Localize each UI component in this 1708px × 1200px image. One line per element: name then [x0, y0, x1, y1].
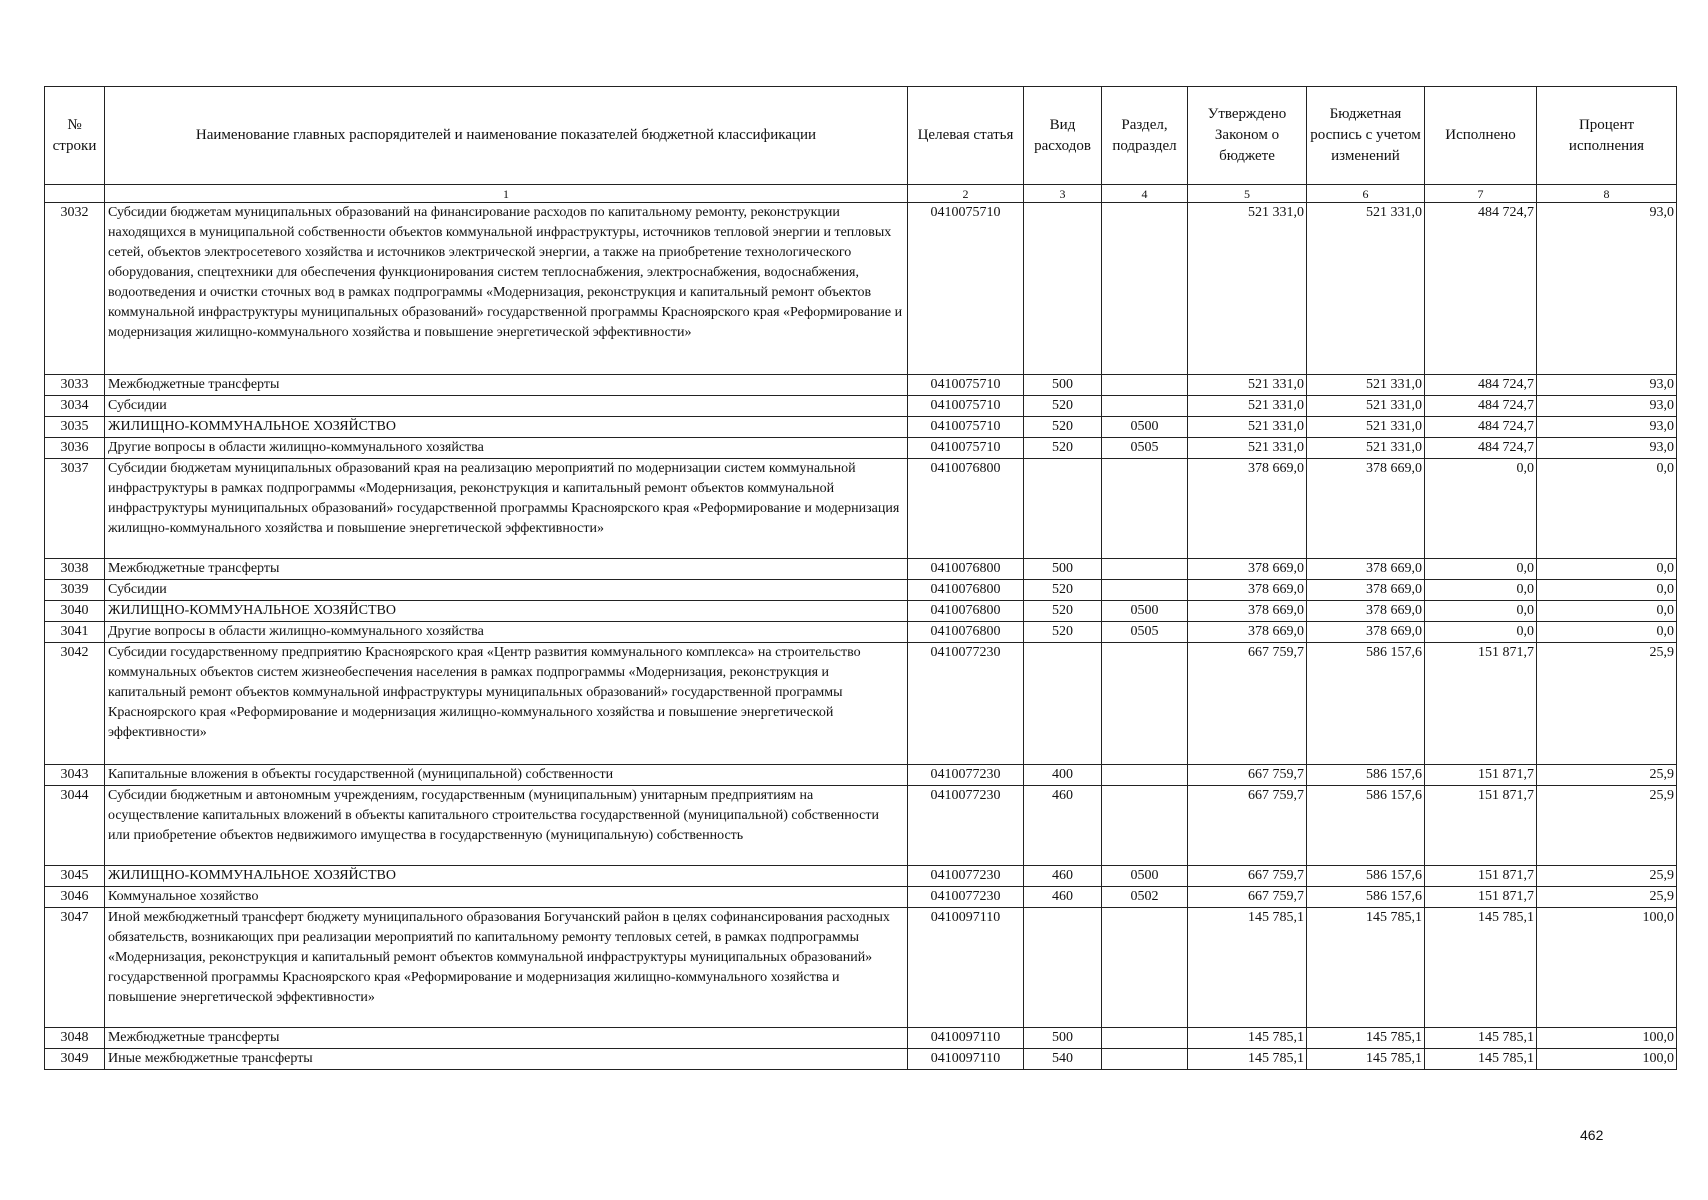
- col-number: 4: [1102, 185, 1188, 203]
- row-executed: 151 871,7: [1425, 765, 1537, 786]
- row-expense-kind: 520: [1024, 417, 1102, 438]
- table-row: [45, 622, 1677, 643]
- col-number: 8: [1537, 185, 1677, 203]
- row-name: Субсидии: [105, 396, 908, 417]
- row-number: 3049: [45, 1049, 105, 1070]
- row-budget: 145 785,1: [1307, 908, 1425, 1028]
- row-number: 3042: [45, 643, 105, 765]
- row-number: 3036: [45, 438, 105, 459]
- row-number: 3034: [45, 396, 105, 417]
- row-executed: 0,0: [1425, 601, 1537, 622]
- table-row: [45, 438, 1677, 459]
- row-budget: 378 669,0: [1307, 580, 1425, 601]
- table-row: [45, 396, 1677, 417]
- col-number: 6: [1307, 185, 1425, 203]
- row-target-code: 0410075710: [908, 396, 1024, 417]
- row-number: 3037: [45, 459, 105, 559]
- col-number: 1: [105, 185, 908, 203]
- row-number: 3045: [45, 866, 105, 887]
- row-approved: 667 759,7: [1188, 643, 1307, 765]
- table-row: [45, 1028, 1677, 1049]
- col-name: Наименование главных распорядителей и наименование показателей бюджетной классификации: [105, 87, 908, 185]
- row-executed: 145 785,1: [1425, 908, 1537, 1028]
- row-executed: 484 724,7: [1425, 438, 1537, 459]
- row-expense-kind: 460: [1024, 866, 1102, 887]
- row-expense-kind: [1024, 643, 1102, 765]
- budget-table: [44, 86, 1677, 1070]
- row-section: [1102, 908, 1188, 1028]
- row-section: [1102, 580, 1188, 601]
- row-number: 3048: [45, 1028, 105, 1049]
- row-percent: 25,9: [1537, 643, 1677, 765]
- row-section: [1102, 396, 1188, 417]
- row-percent: 25,9: [1537, 765, 1677, 786]
- row-name: Субсидии: [105, 580, 908, 601]
- row-number: 3047: [45, 908, 105, 1028]
- row-section: [1102, 786, 1188, 866]
- col-number: 3: [1024, 185, 1102, 203]
- row-target-code: 0410097110: [908, 1028, 1024, 1049]
- row-name: Субсидии бюджетам муниципальных образований на финансирование расходов по капитальному ремонту, реконструкции находящихся в муниципальной собственности объектов коммунальной инфраструктуры, источников тепловой энергии и тепловых сетей, объектов электросетевого хозяйства и источников электрической энергии, а также на приобретение технологического оборудования, спецтехники для обеспечения функционирования систем теплоснабжения, электроснабжения, водоснабжения, водоотведения и очистки сточных вод в рамках подпрограммы «Модернизация, реконструкция и капитальный ремонт объектов коммунальной инфраструктуры муниципальных образований» государственной программы Красноярского края «Реформирование и модернизация жилищно-коммунального хозяйства и повышение энергетической эффективности»: [105, 203, 908, 375]
- row-budget: 586 157,6: [1307, 887, 1425, 908]
- row-approved: 521 331,0: [1188, 396, 1307, 417]
- row-executed: 151 871,7: [1425, 643, 1537, 765]
- row-percent: 25,9: [1537, 866, 1677, 887]
- col-percent: Процент исполнения: [1537, 87, 1677, 185]
- row-name: Иные межбюджетные трансферты: [105, 1049, 908, 1070]
- row-budget: 586 157,6: [1307, 643, 1425, 765]
- table-row: [45, 765, 1677, 786]
- row-name: Субсидии бюджетам муниципальных образований края на реализацию мероприятий по модернизации систем коммунальной инфраструктуры в рамках подпрограммы «Модернизация, реконструкция и капитальный ремонт объектов коммунальной инфраструктуры муниципальных образований» государственной программы Красноярского края «Реформирование и модернизация жилищно-коммунального хозяйства и повышение энергетической эффективности»: [105, 459, 908, 559]
- row-percent: 0,0: [1537, 459, 1677, 559]
- row-number: 3046: [45, 887, 105, 908]
- table-body: [45, 203, 1677, 1070]
- row-executed: 0,0: [1425, 459, 1537, 559]
- row-section: 0500: [1102, 866, 1188, 887]
- row-target-code: 0410076800: [908, 622, 1024, 643]
- row-approved: 378 669,0: [1188, 622, 1307, 643]
- row-number: 3041: [45, 622, 105, 643]
- row-section: 0500: [1102, 601, 1188, 622]
- table-row: [45, 559, 1677, 580]
- row-target-code: 0410075710: [908, 438, 1024, 459]
- row-target-code: 0410077230: [908, 887, 1024, 908]
- row-percent: 25,9: [1537, 786, 1677, 866]
- row-number: 3044: [45, 786, 105, 866]
- row-number: 3038: [45, 559, 105, 580]
- col-number: [45, 185, 105, 203]
- row-section: [1102, 1028, 1188, 1049]
- row-name: Капитальные вложения в объекты государственной (муниципальной) собственности: [105, 765, 908, 786]
- row-section: [1102, 459, 1188, 559]
- row-section: [1102, 765, 1188, 786]
- row-approved: 145 785,1: [1188, 908, 1307, 1028]
- budget-report-page: [44, 86, 1676, 1070]
- table-row: [45, 580, 1677, 601]
- row-expense-kind: 520: [1024, 438, 1102, 459]
- row-approved: 521 331,0: [1188, 375, 1307, 396]
- row-percent: 93,0: [1537, 438, 1677, 459]
- row-budget: 378 669,0: [1307, 622, 1425, 643]
- row-section: [1102, 643, 1188, 765]
- row-executed: 484 724,7: [1425, 396, 1537, 417]
- row-percent: 0,0: [1537, 580, 1677, 601]
- row-number: 3040: [45, 601, 105, 622]
- row-approved: 378 669,0: [1188, 459, 1307, 559]
- row-name: Другие вопросы в области жилищно-коммунального хозяйства: [105, 438, 908, 459]
- row-budget: 378 669,0: [1307, 459, 1425, 559]
- row-target-code: 0410075710: [908, 203, 1024, 375]
- row-executed: 0,0: [1425, 559, 1537, 580]
- row-name: ЖИЛИЩНО-КОММУНАЛЬНОЕ ХОЗЯЙСТВО: [105, 601, 908, 622]
- row-target-code: 0410076800: [908, 601, 1024, 622]
- row-budget: 521 331,0: [1307, 375, 1425, 396]
- table-row: [45, 643, 1677, 765]
- row-expense-kind: 460: [1024, 786, 1102, 866]
- col-executed: Исполнено: [1425, 87, 1537, 185]
- row-section: [1102, 203, 1188, 375]
- row-target-code: 0410097110: [908, 908, 1024, 1028]
- row-approved: 667 759,7: [1188, 765, 1307, 786]
- row-section: [1102, 559, 1188, 580]
- col-section: Раздел, подраздел: [1102, 87, 1188, 185]
- row-section: 0500: [1102, 417, 1188, 438]
- table-row: [45, 417, 1677, 438]
- table-row: [45, 866, 1677, 887]
- row-percent: 0,0: [1537, 601, 1677, 622]
- row-percent: 100,0: [1537, 1049, 1677, 1070]
- row-expense-kind: [1024, 203, 1102, 375]
- row-budget: 521 331,0: [1307, 203, 1425, 375]
- row-target-code: 0410077230: [908, 765, 1024, 786]
- col-target: Целевая статья: [908, 87, 1024, 185]
- row-approved: 521 331,0: [1188, 438, 1307, 459]
- row-expense-kind: 520: [1024, 580, 1102, 601]
- row-executed: 151 871,7: [1425, 786, 1537, 866]
- row-expense-kind: 460: [1024, 887, 1102, 908]
- row-name: Субсидии государственному предприятию Красноярского края «Центр развития коммунального комплекса» на строительство коммунальных объектов систем жизнеобеспечения населения в рамках подпрограммы «Модернизация, реконструкция и капитальный ремонт объектов коммунальной инфраструктуры муниципальных образований» государственной программы Красноярского края «Реформирование и модернизация жилищно-коммунального хозяйства и повышение энергетической эффективности»: [105, 643, 908, 765]
- col-kind: Вид расходов: [1024, 87, 1102, 185]
- row-expense-kind: 520: [1024, 601, 1102, 622]
- row-budget: 378 669,0: [1307, 559, 1425, 580]
- row-approved: 521 331,0: [1188, 203, 1307, 375]
- row-approved: 667 759,7: [1188, 866, 1307, 887]
- row-budget: 586 157,6: [1307, 786, 1425, 866]
- row-approved: 145 785,1: [1188, 1028, 1307, 1049]
- table-row: [45, 887, 1677, 908]
- row-name: Межбюджетные трансферты: [105, 1028, 908, 1049]
- row-percent: 93,0: [1537, 203, 1677, 375]
- col-budget: Бюджетная роспись с учетом изменений: [1307, 87, 1425, 185]
- row-target-code: 0410077230: [908, 786, 1024, 866]
- col-approved: Утверждено Законом о бюджете: [1188, 87, 1307, 185]
- row-executed: 0,0: [1425, 622, 1537, 643]
- col-number: 2: [908, 185, 1024, 203]
- row-approved: 378 669,0: [1188, 580, 1307, 601]
- row-name: Иной межбюджетный трансферт бюджету муниципального образования Богучанский район в целях софинансирования расходных обязательств, возникающих при реализации мероприятий по капитальному ремонту тепловых сетей, в рамках подпрограммы «Модернизация, реконструкция и капитальный ремонт объектов коммунальной инфраструктуры муниципальных образований» государственной программы Красноярского края «Реформирование и модернизация жилищно-коммунального хозяйства и повышение энергетической эффективности»: [105, 908, 908, 1028]
- row-expense-kind: 500: [1024, 375, 1102, 396]
- row-budget: 145 785,1: [1307, 1028, 1425, 1049]
- row-executed: 151 871,7: [1425, 887, 1537, 908]
- row-approved: 667 759,7: [1188, 887, 1307, 908]
- row-number: 3033: [45, 375, 105, 396]
- row-number: 3035: [45, 417, 105, 438]
- row-expense-kind: 520: [1024, 396, 1102, 417]
- row-section: 0502: [1102, 887, 1188, 908]
- row-number: 3032: [45, 203, 105, 375]
- row-expense-kind: 500: [1024, 559, 1102, 580]
- row-percent: 100,0: [1537, 1028, 1677, 1049]
- row-percent: 93,0: [1537, 396, 1677, 417]
- row-budget: 145 785,1: [1307, 1049, 1425, 1070]
- row-target-code: 0410076800: [908, 559, 1024, 580]
- row-expense-kind: 520: [1024, 622, 1102, 643]
- col-number: 7: [1425, 185, 1537, 203]
- table-row: [45, 203, 1677, 375]
- row-budget: 586 157,6: [1307, 765, 1425, 786]
- table-row: [45, 908, 1677, 1028]
- row-name: Коммунальное хозяйство: [105, 887, 908, 908]
- table-row: [45, 1049, 1677, 1070]
- row-budget: 378 669,0: [1307, 601, 1425, 622]
- row-name: ЖИЛИЩНО-КОММУНАЛЬНОЕ ХОЗЯЙСТВО: [105, 417, 908, 438]
- table-row: [45, 375, 1677, 396]
- row-percent: 100,0: [1537, 908, 1677, 1028]
- row-name: Субсидии бюджетным и автономным учреждениям, государственным (муниципальным) унитарным предприятиям на осуществление капитальных вложений в объекты капитального строительства государственной (муниципальной) собственности или приобретение объектов недвижимого имущества в государственную (муниципальную) собственность: [105, 786, 908, 866]
- row-section: [1102, 375, 1188, 396]
- row-executed: 484 724,7: [1425, 375, 1537, 396]
- row-section: 0505: [1102, 622, 1188, 643]
- row-target-code: 0410077230: [908, 866, 1024, 887]
- row-number: 3043: [45, 765, 105, 786]
- row-budget: 521 331,0: [1307, 417, 1425, 438]
- row-approved: 667 759,7: [1188, 786, 1307, 866]
- row-percent: 0,0: [1537, 622, 1677, 643]
- row-name: Межбюджетные трансферты: [105, 559, 908, 580]
- row-target-code: 0410077230: [908, 643, 1024, 765]
- row-section: 0505: [1102, 438, 1188, 459]
- row-approved: 145 785,1: [1188, 1049, 1307, 1070]
- row-expense-kind: 400: [1024, 765, 1102, 786]
- row-executed: 0,0: [1425, 580, 1537, 601]
- row-name: Другие вопросы в области жилищно-коммунального хозяйства: [105, 622, 908, 643]
- row-percent: 25,9: [1537, 887, 1677, 908]
- row-section: [1102, 1049, 1188, 1070]
- page-number: 462: [1580, 1127, 1604, 1143]
- row-percent: 93,0: [1537, 417, 1677, 438]
- row-name: ЖИЛИЩНО-КОММУНАЛЬНОЕ ХОЗЯЙСТВО: [105, 866, 908, 887]
- table-header: [45, 87, 1677, 203]
- row-percent: 0,0: [1537, 559, 1677, 580]
- row-executed: 145 785,1: [1425, 1049, 1537, 1070]
- row-budget: 586 157,6: [1307, 866, 1425, 887]
- row-expense-kind: 540: [1024, 1049, 1102, 1070]
- row-expense-kind: 500: [1024, 1028, 1102, 1049]
- row-expense-kind: [1024, 459, 1102, 559]
- row-executed: 484 724,7: [1425, 417, 1537, 438]
- col-number: 5: [1188, 185, 1307, 203]
- row-budget: 521 331,0: [1307, 396, 1425, 417]
- row-target-code: 0410076800: [908, 580, 1024, 601]
- table-row: [45, 601, 1677, 622]
- col-row-no: № строки: [45, 87, 105, 185]
- row-budget: 521 331,0: [1307, 438, 1425, 459]
- row-executed: 145 785,1: [1425, 1028, 1537, 1049]
- column-numbers-row: [45, 185, 1677, 203]
- row-expense-kind: [1024, 908, 1102, 1028]
- row-name: Межбюджетные трансферты: [105, 375, 908, 396]
- row-approved: 378 669,0: [1188, 559, 1307, 580]
- row-executed: 151 871,7: [1425, 866, 1537, 887]
- row-executed: 484 724,7: [1425, 203, 1537, 375]
- table-row: [45, 459, 1677, 559]
- row-percent: 93,0: [1537, 375, 1677, 396]
- table-row: [45, 786, 1677, 866]
- row-approved: 378 669,0: [1188, 601, 1307, 622]
- row-target-code: 0410075710: [908, 375, 1024, 396]
- row-target-code: 0410076800: [908, 459, 1024, 559]
- row-target-code: 0410075710: [908, 417, 1024, 438]
- row-target-code: 0410097110: [908, 1049, 1024, 1070]
- row-number: 3039: [45, 580, 105, 601]
- row-approved: 521 331,0: [1188, 417, 1307, 438]
